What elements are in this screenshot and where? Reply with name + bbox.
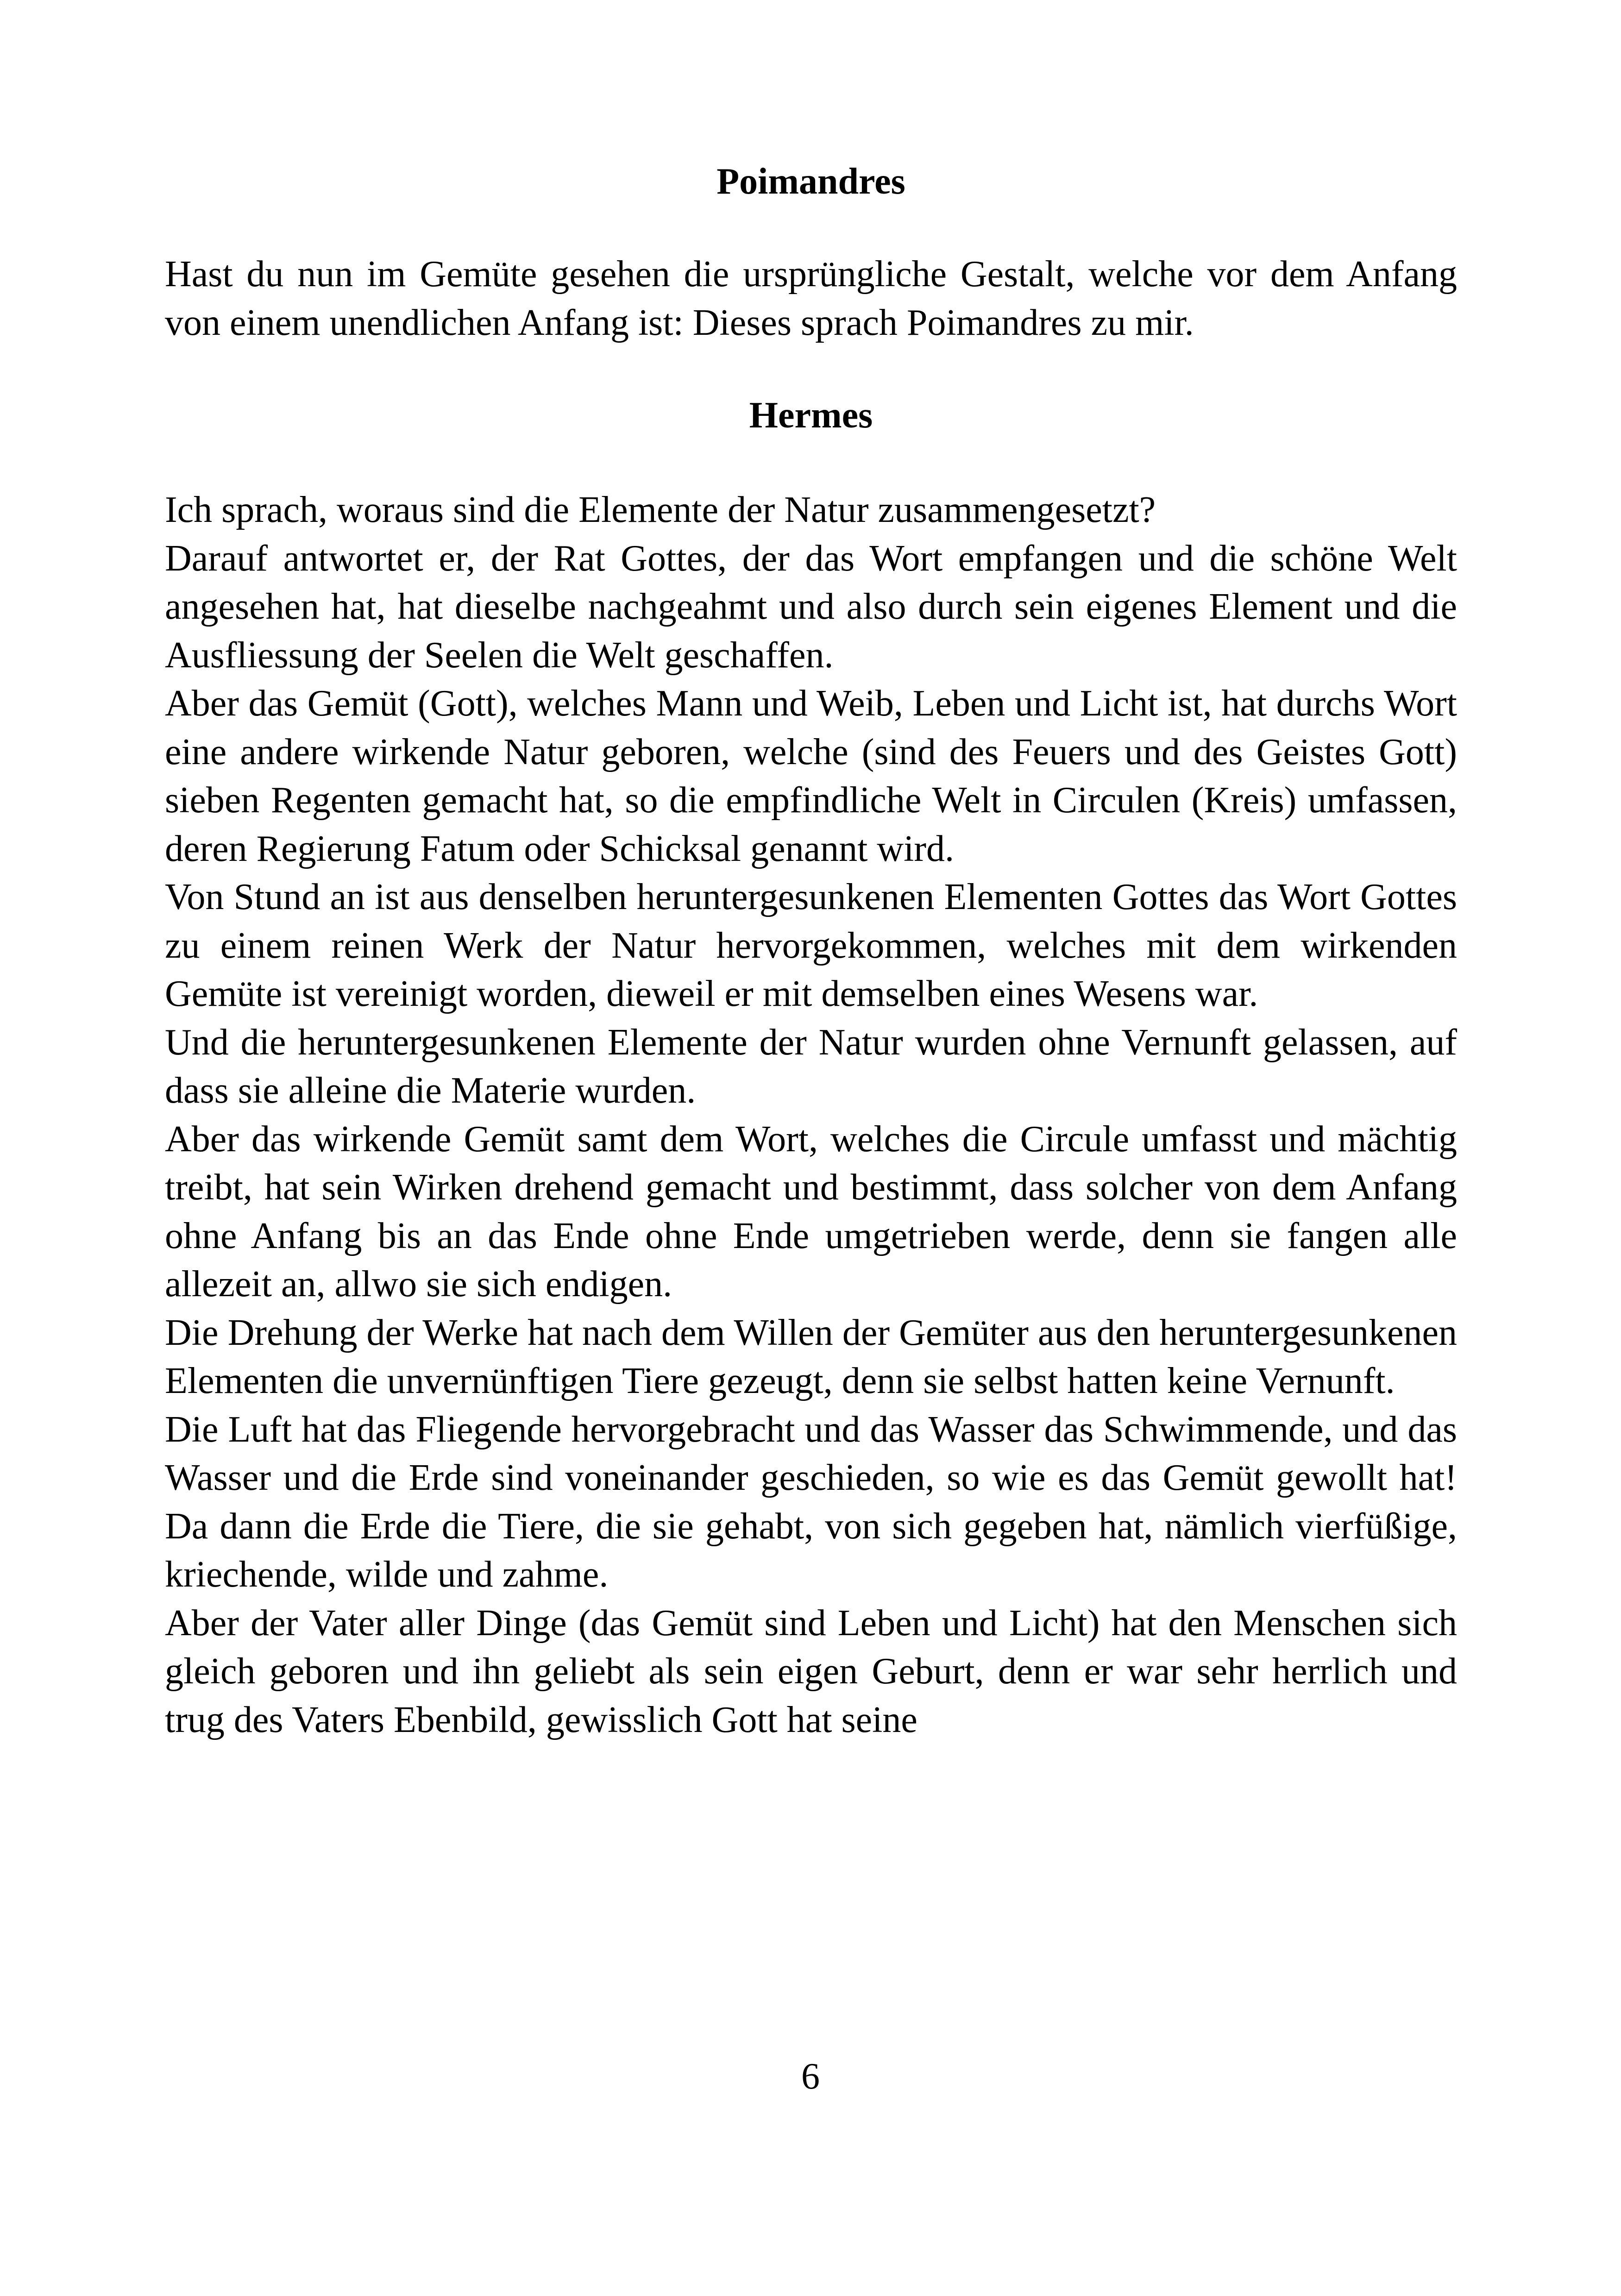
paragraph-answer: Darauf antwortet er, der Rat Gottes, der das Wort empfangen und die schöne Welt angesehen hat, hat dieselbe nachgeahmt und also durch sein eigenes Element und die Ausfliessung der Seelen die Welt geschaffen. [165,538,1457,676]
page-number: 6 [801,2056,820,2097]
speaker-heading-hermes: Hermes [749,395,873,436]
paragraph-father-of-all: Aber der Vater aller Dinge (das Gemüt sind Leben und Licht) hat den Menschen sich gleich geboren und ihn geliebt als sein eigen Geburt, denn er war sehr herrlich und trug des Vaters Ebenbild, gewisslich Gott hat seine [165,1602,1457,1740]
paragraph-circles: Aber das wirkende Gemüt samt dem Wort, welches die Circule umfasst und mächtig treibt, hat sein Wirken drehend gemacht und bestimmt, dass solcher von dem Anfang ohne Anfang bis an das Ende ohne Ende umgetrieben werde, denn sie fangen alle allezeit an, allwo sie sich endigen. [165,1118,1457,1305]
paragraph-seven-regents: Aber das Gemüt (Gott), welches Mann und Weib, Leben und Licht ist, hat durchs Wort eine andere wirkende Natur geboren, welche (sind des Feuers und des Geistes Gott) sieben Regenten gemacht hat, so die empfindliche Welt in Circulen (Kreis) umfassen, deren Regierung Fatum oder Schicksal genannt wird. [165,683,1457,869]
paragraph-question: Ich sprach, woraus sind die Elemente der Natur zusammengesetzt? [165,489,1156,530]
paragraph-word-of-god: Von Stund an ist aus denselben heruntergesunkenen Elementen Gottes das Wort Gottes zu einem reinen Werk der Natur hervorgekommen, welches mit dem wirkenden Gemüte ist vereinigt worden, dieweil er mit demselben eines Wesens war. [165,877,1457,1014]
paragraph-elements-without-reason: Und die heruntergesunkenen Elemente der Natur wurden ohne Vernunft gelassen, auf dass sie alleine die Materie wurden. [165,1022,1457,1111]
intro-paragraph: Hast du nun im Gemüte gesehen die ursprüngliche Gestalt, welche vor dem Anfang von einem unendlichen Anfang ist: Dieses sprach Poimandres zu mir. [165,254,1457,343]
speaker-heading-poimandres: Poimandres [716,161,905,202]
page-content [165,157,1457,1744]
paragraph-rotation: Die Drehung der Werke hat nach dem Willen der Gemüter aus den heruntergesunkenen Elementen die unvernünftigen Tiere gezeugt, denn sie selbst hatten keine Vernunft. [165,1312,1457,1401]
paragraph-air-and-water: Die Luft hat das Fliegende hervorgebracht und das Wasser das Schwimmende, und das Wasser und die Erde sind voneinander geschieden, so wie es das Gemüt gewollt hat! Da dann die Erde die Tiere, die sie gehabt, von sich gegeben hat, nämlich vierfüßige, kriechende, wilde und zahme. [165,1409,1457,1595]
